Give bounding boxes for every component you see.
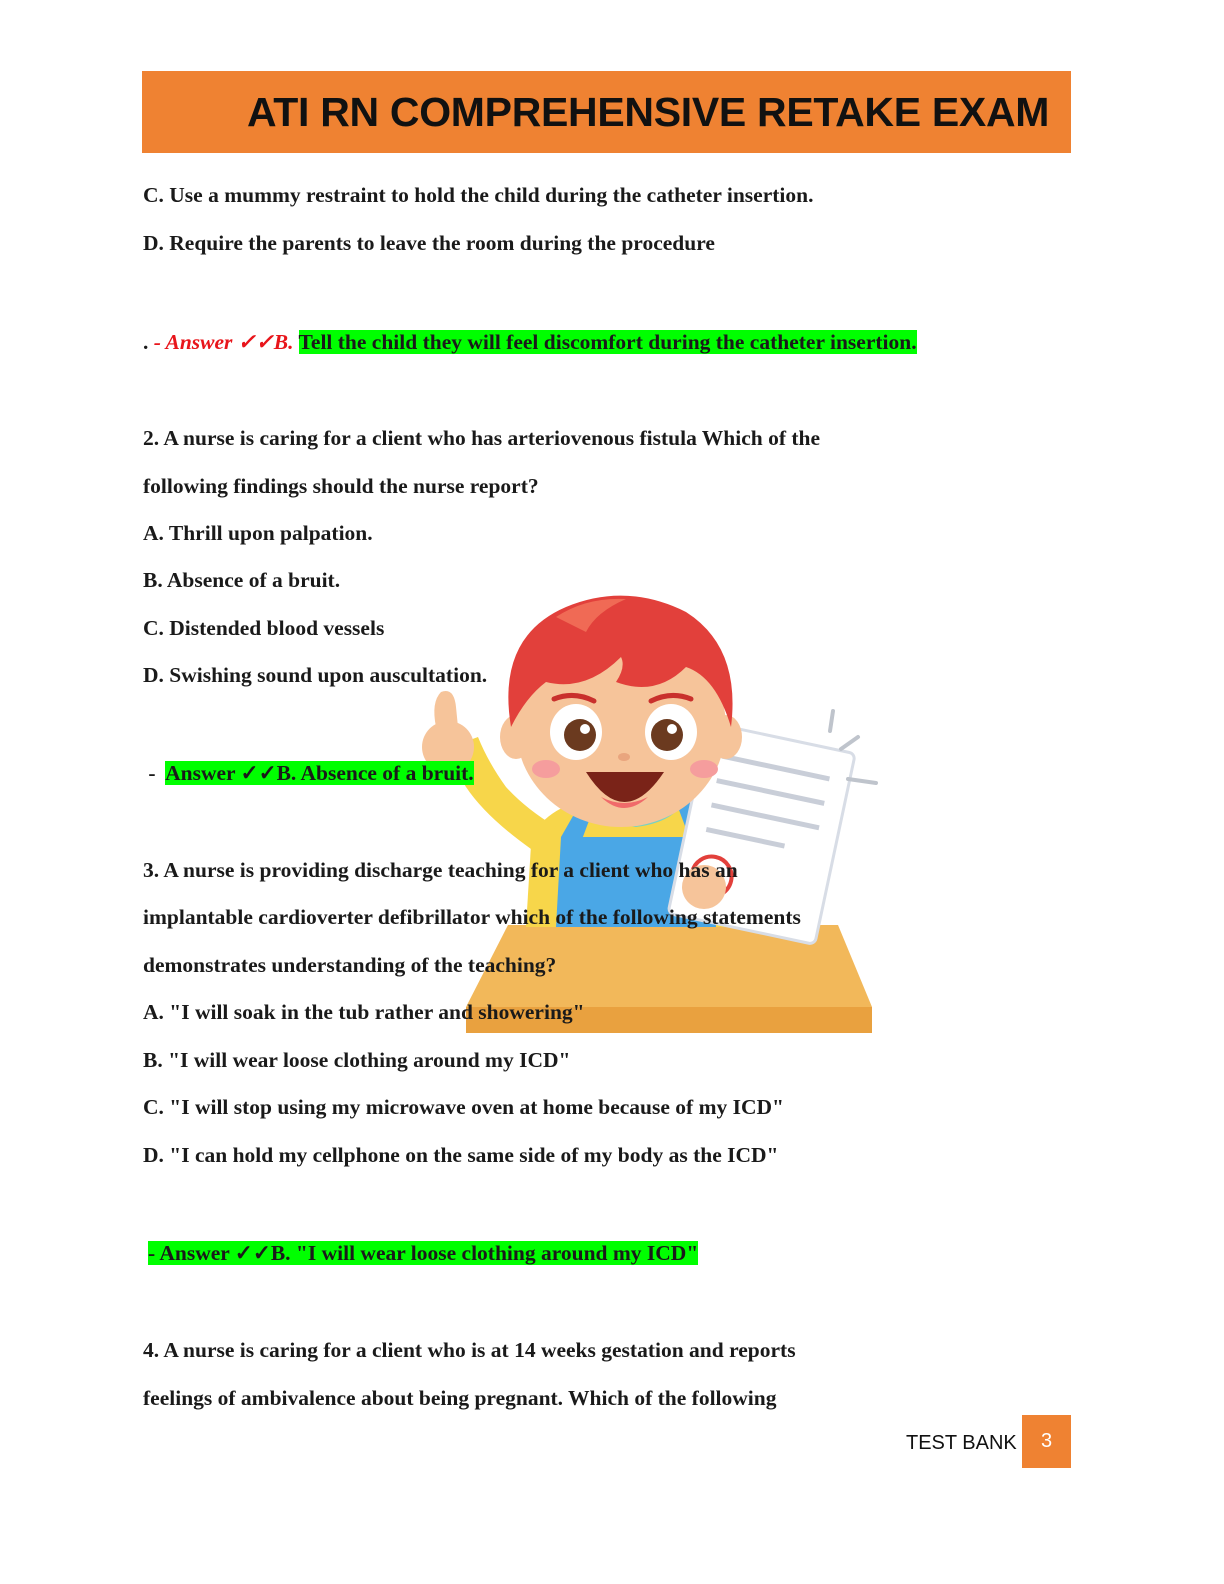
- q3-stem-line1: A nurse is providing discharge teaching for a client who has an: [159, 858, 738, 882]
- q3-option-a: A. "I will soak in the tub rather and showering": [143, 1000, 585, 1024]
- q1-option-c: C. Use a mummy restraint to hold the child during the catheter insertion.: [143, 183, 814, 207]
- q3-answer: [148, 1239, 698, 1267]
- q1-answer-label: - Answer ✓✓B.: [153, 330, 294, 354]
- q2-number: 2.: [143, 426, 160, 450]
- q3-stem-line2: implantable cardioverter defibrillator which of the following statements: [143, 905, 801, 929]
- q2-stem-line1: A nurse is caring for a client who has arteriovenous fistula Which of the: [159, 426, 821, 450]
- header-banner: [142, 71, 1071, 153]
- q3-option-d: D. "I can hold my cellphone on the same side of my body as the ICD": [143, 1143, 779, 1167]
- exam-title: ATI RN COMPREHENSIVE RETAKE EXAM: [247, 89, 1050, 135]
- q2-stem-line2: following findings should the nurse report?: [143, 474, 539, 498]
- q4-stem-line2: feelings of ambivalence about being pregnant. Which of the following: [143, 1386, 777, 1410]
- footer-label: TEST BANK: [906, 1432, 1017, 1454]
- q2-answer: [143, 759, 474, 787]
- q2-option-d: D. Swishing sound upon auscultation.: [143, 663, 488, 687]
- q4-stem: [143, 1336, 796, 1364]
- q2-option-c: C. Distended blood vessels: [143, 616, 385, 640]
- q4-stem-line1: A nurse is caring for a client who is at 14 weeks gestation and reports: [159, 1338, 796, 1362]
- q3-number: 3.: [143, 858, 160, 882]
- q1-option-d: D. Require the parents to leave the room during the procedure: [143, 231, 715, 255]
- q4-number: 4.: [143, 1338, 160, 1362]
- q3-stem-line3: demonstrates understanding of the teaching?: [143, 953, 557, 977]
- q3-stem: [143, 856, 738, 884]
- q1-answer-text: Tell the child they will feel discomfort during the catheter insertion.: [298, 330, 917, 354]
- q1-answer-prefix: .: [143, 330, 154, 354]
- q2-option-a: A. Thrill upon palpation.: [143, 521, 373, 545]
- q1-answer: [143, 328, 917, 356]
- q3-option-c: C. "I will stop using my microwave oven at home because of my ICD": [143, 1095, 784, 1119]
- q3-answer-text: - Answer ✓✓B. "I will wear loose clothing around my ICD": [148, 1241, 699, 1265]
- q3-option-b: B. "I will wear loose clothing around my ICD": [143, 1048, 571, 1072]
- q2-option-b: B. Absence of a bruit.: [143, 568, 341, 592]
- q2-answer-text: Answer ✓✓B. Absence of a bruit.: [165, 761, 474, 785]
- q2-answer-prefix: -: [143, 761, 166, 785]
- page-number-badge: [1022, 1415, 1071, 1468]
- page-number: 3: [1040, 1430, 1053, 1452]
- q2-stem: [143, 424, 820, 452]
